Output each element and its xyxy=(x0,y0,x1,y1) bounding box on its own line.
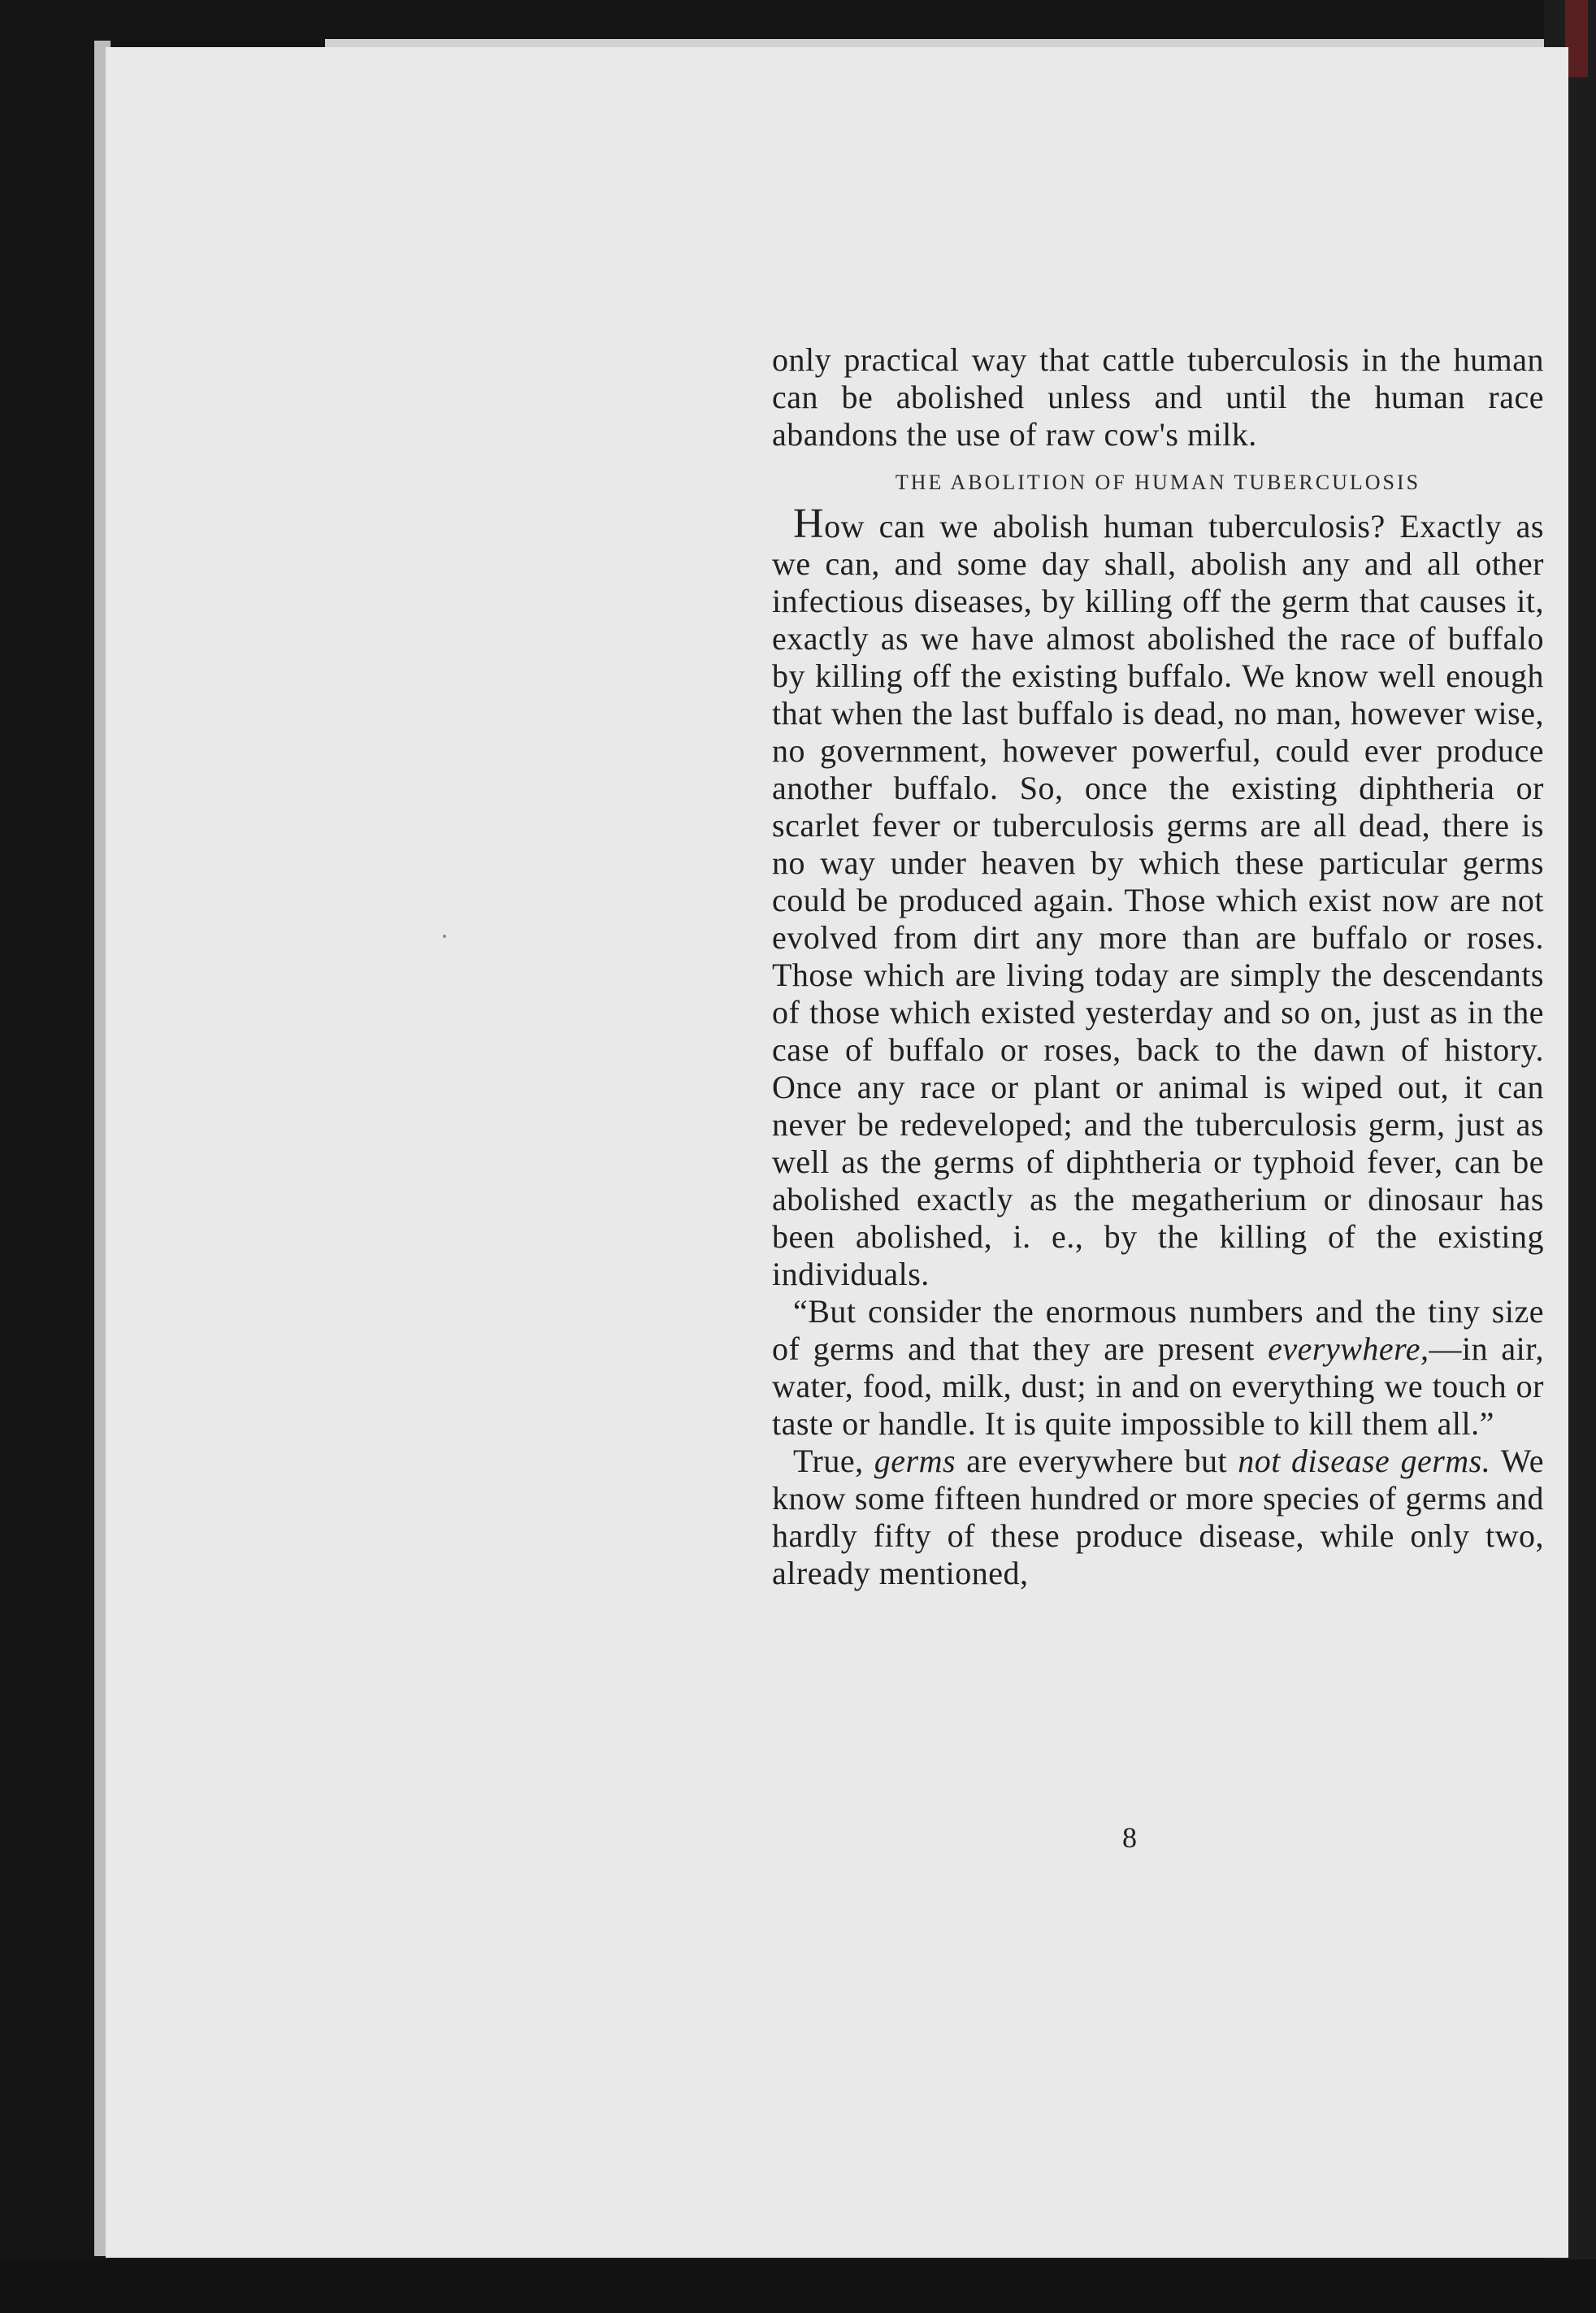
page-number: 8 xyxy=(1122,1821,1137,1854)
paragraph-response-lead: True, xyxy=(793,1443,874,1479)
paragraph-abolition-text: ow can we abolish human tuberculosis? Exactly as we can, and some day shall, abolish any and all other infectious diseases, by killing off the germ that causes it, exactly as we have almost abolished the race of buffalo by killing off the existing buffalo. We know well enough that when the last buffalo is dead, no man, however wise, no government, however powerful, could ever produce another buffalo. So, once the existing diphtheria or scarlet fever or tuberculosis germs are all dead, there is no way under heaven by which these particular germs could be produced again. Those which exist now are not evolved from dirt any more than are buffalo or roses. Those which are living today are simply the descendants of those which existed yesterday and so on, just as in the case of buffalo or roses, back to the dawn of history. Once any race or plant or animal is wiped out, it can never be redeveloped; and the tuberculosis germ, just as well as the germs of diphtheria or typhoid fever, can be abolished exactly as the megatherium or dinosaur has been abolished, i. e., by the killing of the existing individuals. xyxy=(772,508,1544,1292)
paragraph-objection xyxy=(772,1293,1544,1443)
paragraph-continued: only practical way that cattle tuberculosis in the human can be abolished unless and until the human race abandons the use of raw cow's milk. xyxy=(772,341,1544,453)
scan-edge-mark xyxy=(1565,0,1588,77)
paragraph-response-rest: We know some fifteen hundred or more species of germs and hardly fifty of these produce disease, while only two, already mentioned, xyxy=(772,1443,1545,1591)
paragraph-response-middle: are everywhere but xyxy=(956,1443,1238,1479)
paragraph-initial: H xyxy=(793,501,825,547)
paragraph-objection-emphasis: everywhere, xyxy=(1268,1330,1429,1367)
paragraph-response-emphasis-disease: not disease germs. xyxy=(1238,1443,1491,1479)
scan-bottom-edge xyxy=(0,2259,1596,2313)
paragraph-response xyxy=(772,1443,1544,1592)
paragraph-response-emphasis-germs: germs xyxy=(874,1443,956,1479)
section-heading: THE ABOLITION OF HUMAN TUBERCULOSIS xyxy=(895,471,1421,494)
paragraph-abolition xyxy=(772,501,1544,1293)
paragraph-objection-end: —in air, water, food, milk, dust; in and on everything we touch or taste or handle. It is quite impossible to kill them all.” xyxy=(772,1330,1545,1442)
paragraph-objection-start: “But consider the enormous numbers and the tiny size of germs and that they are present xyxy=(772,1293,1544,1367)
body-text-column xyxy=(772,341,1544,1592)
scan-speck xyxy=(443,935,446,938)
